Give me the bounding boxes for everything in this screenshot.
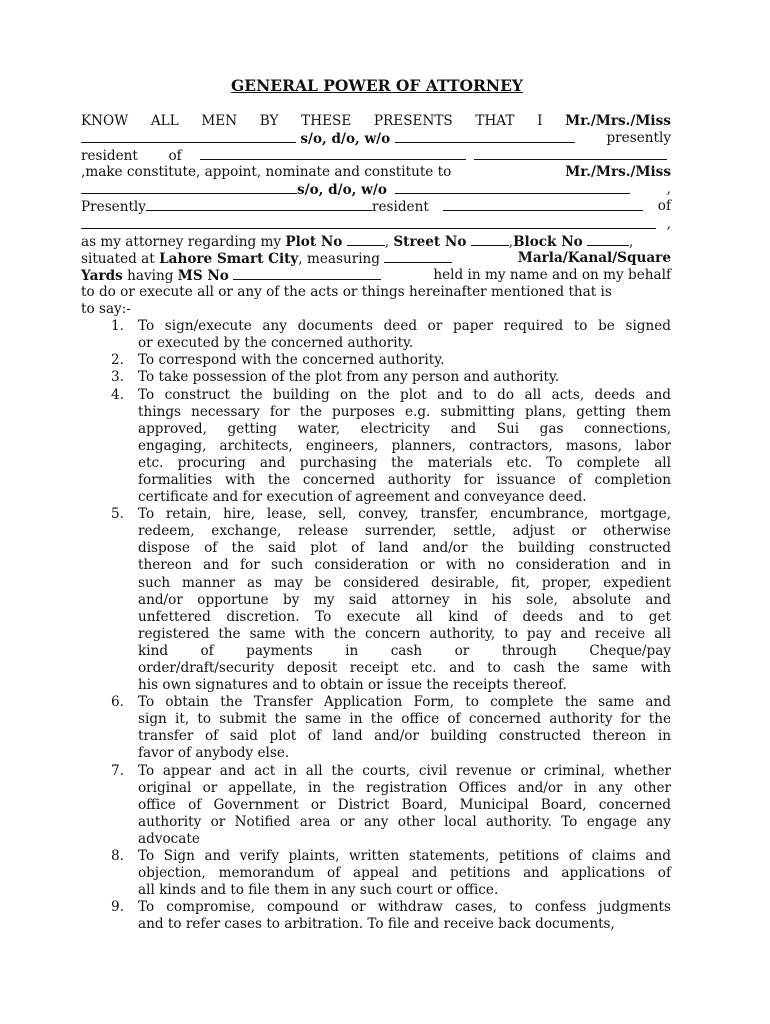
intro-line-3: resident of	[81, 147, 671, 164]
clause-6: 6. To obtain the Transfer Application Form, to complete the same and sign it, to submit the same in the office of concerned authority for the transfer of said plot of land and/or building constructed thereon in favor of anybody else.	[111, 694, 671, 762]
clause-1: 1. To sign/execute any documents deed or paper required to be signed or executed by the concerned authority.	[111, 318, 671, 352]
intro-line-1: KNOW ALL MEN BY THESE PRESENTS THAT I Mr./Mrs./Miss	[81, 113, 671, 129]
measuring-blank[interactable]	[384, 250, 452, 263]
intro-line-6: Presently resident of	[81, 198, 671, 216]
attorney-name-blank[interactable]	[81, 181, 297, 194]
attorney-resident-blank[interactable]	[443, 198, 643, 211]
intro-line-4: ,make constitute, appoint, nominate and constitute to Mr./Mrs./Miss	[81, 164, 671, 181]
principal-name-blank[interactable]	[81, 130, 296, 143]
intro-line-9: situated at Lahore Smart City, measuring Marla/Kanal/Square	[81, 249, 671, 267]
clause-5: 5. To retain, hire, lease, sell, convey, transfer, encumbrance, mortgage, redeem, exchange, release surrender, settle, adjust or otherwise dispose of the said plot of land and/or the building constructed thereon and for such consideration or with no consideration and in such manner as may be considered desirable, fit, proper, expedient and/or opportune by my said attorney in his sole, absolute and unfettered discretion. To execute all kind of deeds and to get registered the same with the concern authority, to pay and receive all kind of payments in cash or through Cheque/pay order/draft/security deposit receipt etc. and to cash the same with his own signatures and to obtain or issue the receipts thereof.	[111, 506, 671, 694]
attorney-parent-blank[interactable]	[395, 181, 630, 194]
clause-9: 9. To compromise, compound or withdraw cases, to confess judgments and to refer cases to arbitration. To file and receive back documents,	[111, 899, 671, 933]
attorney-address-blank[interactable]	[81, 216, 656, 229]
intro-line-2: s/o, d/o, w/o presently	[81, 130, 671, 147]
attorney-presently-blank[interactable]	[146, 198, 372, 211]
principal-parent-blank[interactable]	[395, 130, 575, 143]
intro-line-12: to say:-	[81, 301, 131, 318]
block-no-blank[interactable]	[587, 233, 629, 246]
intro-line-5: s/o, d/o, w/o ,	[81, 181, 671, 198]
plot-no-blank[interactable]	[347, 233, 385, 246]
intro-line-11: to do or execute all or any of the acts or things hereinafter mentioned that is	[81, 283, 612, 300]
clauses-list	[81, 318, 671, 933]
clause-4: 4. To construct the building on the plot and to do all acts, deeds and things necessary for the purposes e.g. submitting plans, getting them approved, getting water, electricity and Sui gas connections, engaging, architects, engineers, planners, contractors, masons, labor etc. procuring and purchasing the materials etc. To complete all formalities with the concerned authority for issuance of completion certificate and for execution of agreement and conveyance deed.	[111, 386, 671, 506]
principal-address-blank-2[interactable]	[474, 147, 667, 160]
clause-2: 2. To correspond with the concerned authority.	[111, 352, 445, 369]
principal-address-blank[interactable]	[200, 147, 466, 160]
intro-line-10: Yards having MS No held in my name and on my behalf	[81, 266, 671, 284]
document-body	[81, 113, 671, 934]
intro-line-8: as my attorney regarding my Plot No , Street No ,Block No ,	[81, 233, 634, 250]
clause-3: 3. To take possession of the plot from any person and authority.	[111, 369, 560, 386]
street-no-blank[interactable]	[471, 233, 509, 246]
clause-8: 8. To Sign and verify plaints, written statements, petitions of claims and objection, memorandum of appeal and petitions and applications of all kinds and to file them in any such court or office.	[111, 848, 671, 899]
ms-no-blank[interactable]	[233, 267, 381, 280]
document-title: GENERAL POWER OF ATTORNEY	[231, 76, 523, 95]
intro-line-7: ,	[81, 216, 671, 233]
clause-7: 7. To appear and act in all the courts, civil revenue or criminal, whether original or appellate, in the registration Offices and/or in any other office of Government or District Board, Municipal Board, concerned authority or Notified area or any other local authority. To engage any advocate	[111, 762, 671, 847]
